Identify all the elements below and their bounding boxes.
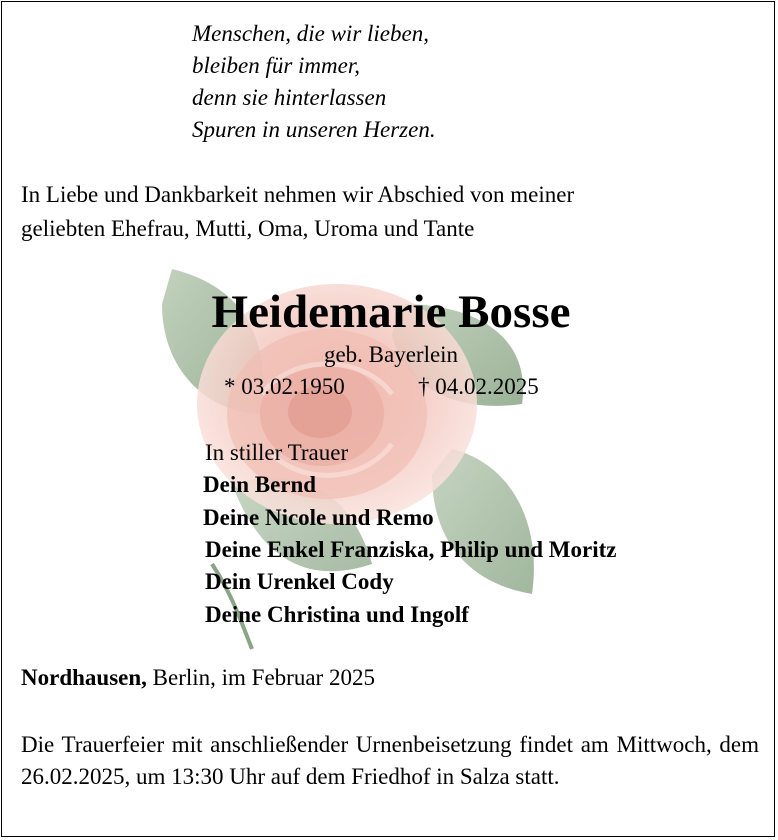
birth-date: * 03.02.1950 (224, 374, 345, 399)
funeral-info: Die Trauerfeier mit anschließender Urnenbeisetzung findet am Mittwoch, dem 26.02.2025, um 13:30 Uhr auf dem Friedhof in Salza statt. (21, 732, 759, 789)
poem-line: bleiben für immer, (192, 53, 361, 78)
obituary-notice (1, 1, 775, 837)
poem-line: Spuren in unseren Herzen. (192, 117, 436, 142)
place-date (21, 662, 375, 694)
intro-line: In Liebe und Dankbarkeit nehmen wir Abschied von meiner (21, 182, 575, 207)
mourner-name: Dein Bernd (203, 472, 317, 497)
death-date: † 04.02.2025 (418, 374, 539, 399)
mourner-name: Deine Christina und Ingolf (205, 602, 469, 627)
deceased-name: Heidemarie Bosse (211, 286, 571, 338)
place-city: Nordhausen, (21, 665, 147, 690)
mourner-name: Dein Urenkel Cody (205, 569, 394, 594)
place-rest: Berlin, im Februar 2025 (146, 665, 375, 690)
mourners-heading: In stiller Trauer (205, 440, 349, 465)
memorial-poem (192, 18, 436, 146)
birth-name: geb. Bayerlein (323, 342, 459, 367)
mourner-name: Deine Enkel Franziska, Philip und Moritz (205, 537, 617, 562)
intro-text (21, 178, 761, 246)
intro-line: geliebten Ehefrau, Mutti, Oma, Uroma und Tante (21, 216, 475, 241)
mourner-name: Deine Nicole und Remo (203, 505, 434, 530)
poem-line: Menschen, die wir lieben, (192, 21, 429, 46)
poem-line: denn sie hinterlassen (192, 85, 387, 110)
